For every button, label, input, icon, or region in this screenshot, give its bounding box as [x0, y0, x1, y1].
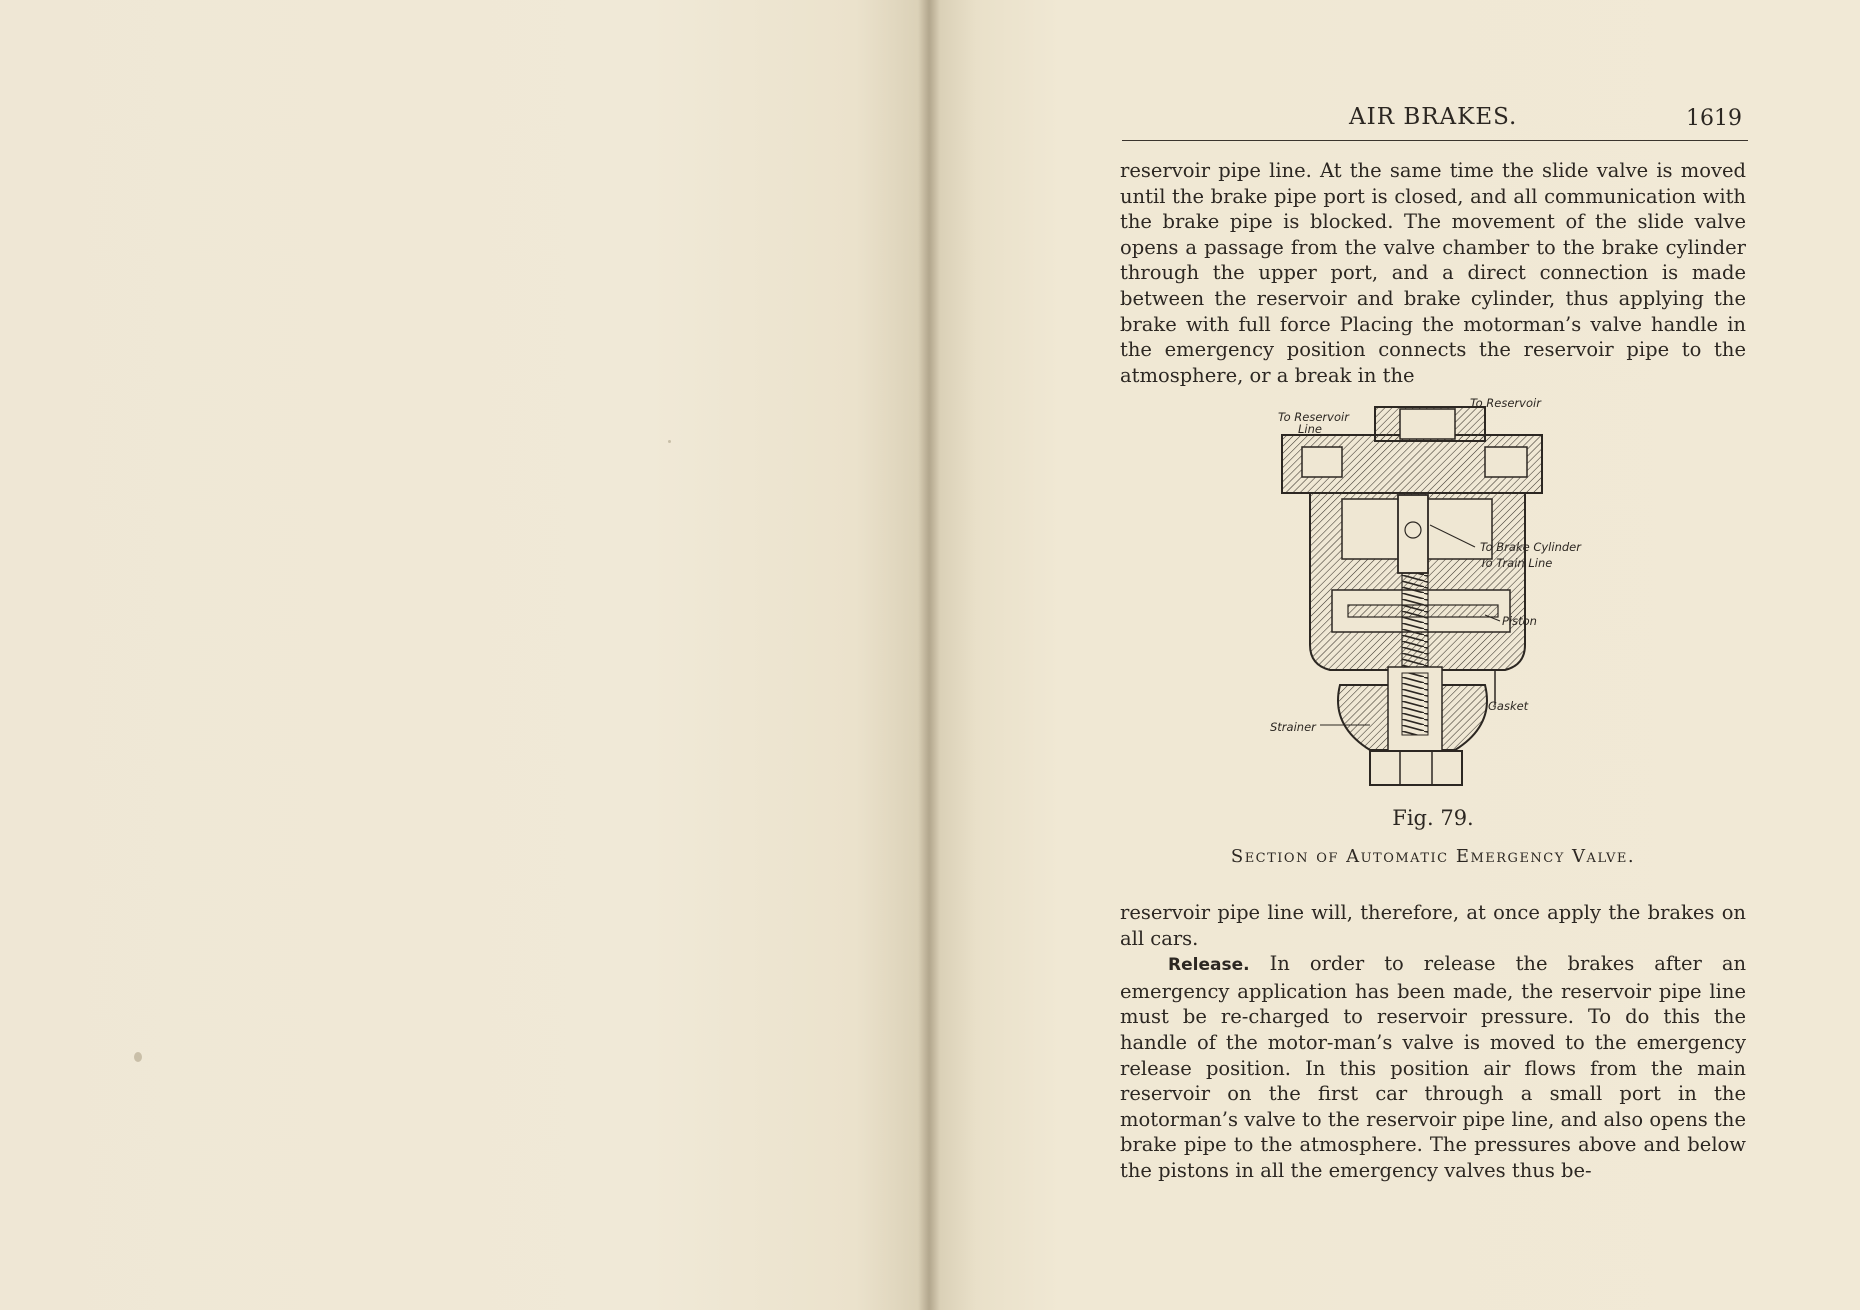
running-title: AIR BRAKES.: [1349, 104, 1518, 130]
book-gutter: [918, 0, 940, 1310]
label-line: Line: [1298, 422, 1322, 436]
release-paragraph: [1120, 951, 1746, 1183]
label-to-train-line: To Train Line: [1480, 556, 1553, 570]
body-text-bottom: [1120, 900, 1746, 1184]
label-gasket: Gasket: [1488, 699, 1529, 713]
valve-body: [1282, 407, 1542, 785]
page-number: 1619: [1686, 106, 1742, 131]
running-header: [1122, 104, 1748, 141]
label-to-brake-cylinder: To Brake Cylinder: [1480, 540, 1581, 554]
emergency-valve-diagram: [1270, 395, 1600, 805]
label-to-reservoir-line: To Reservoir: [1278, 410, 1349, 424]
figure-caption: Section of Automatic Emergency Valve.: [1230, 846, 1636, 867]
figure-number: Fig. 79.: [1392, 806, 1474, 830]
label-to-reservoir-right: To Reservoir: [1470, 396, 1541, 410]
release-text: In order to release the brakes after an emergency application has been made, the reservoir pipe line must be re-charged to reservoir pressure. To do this the handle of the motor-man’s valve is moved to the emergency release position. In this position air flows from the main reservoir on the first car through a small port in the motorman’s valve to the reservoir pipe line, and also opens the brake pipe to the atmosphere. The pressures above and below the pistons in all the emergency valves thus be-: [1120, 952, 1746, 1182]
label-strainer: Strainer: [1270, 720, 1316, 734]
paper-speck: [668, 440, 671, 443]
release-heading: Release.: [1168, 955, 1250, 976]
paper-speck: [134, 1052, 142, 1062]
label-piston: Piston: [1502, 614, 1537, 628]
paragraph-continued: reservoir pipe line will, therefore, at once apply the brakes on all cars.: [1120, 901, 1746, 950]
paragraph-top: reservoir pipe line. At the same time the slide valve is moved until the brake pipe port is closed, and all communication with the brake pipe is blocked. The movement of the slide valve opens a passage from the valve chamber to the brake cylinder through the upper port, and a direct connection is made between the reservoir and brake cylinder, thus applying the brake with full force Placing the motorman’s valve handle in the emergency position connects the reservoir pipe to the atmosphere, or a break in the: [1120, 159, 1746, 387]
body-text-top: [1120, 158, 1746, 388]
